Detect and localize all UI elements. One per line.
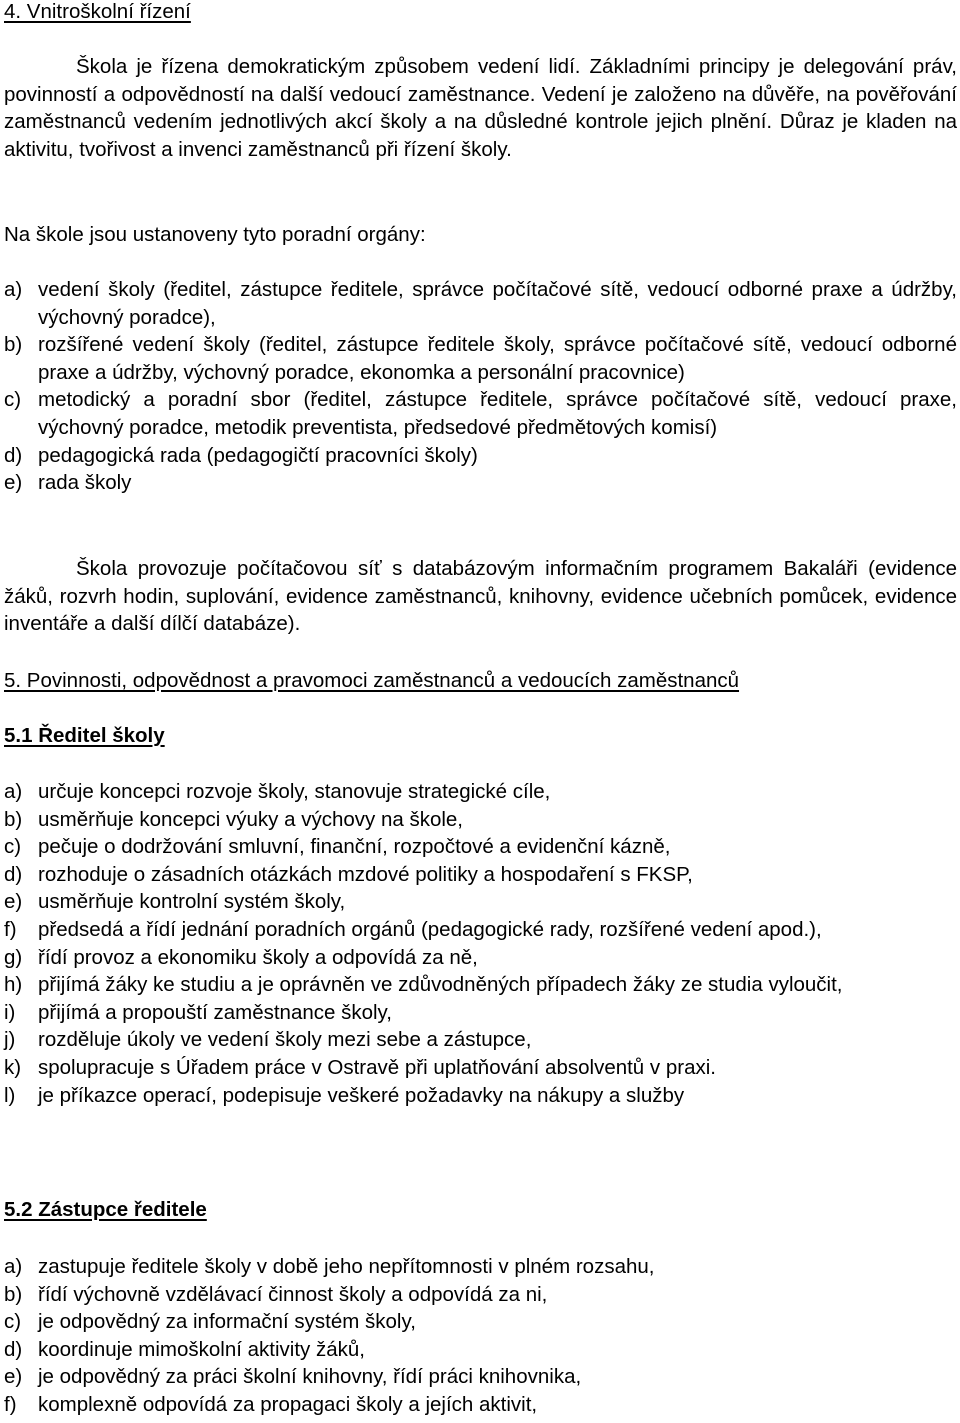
director-duties-list (4, 778, 957, 1109)
organs-intro: Na škole jsou ustanoveny tyto poradní orgány: (4, 223, 426, 246)
list-item-text: přijímá a propouští zaměstnance školy, (38, 1000, 392, 1024)
list-item (4, 833, 957, 861)
list-item (4, 1363, 957, 1391)
list-item-text: je příkazce operací, podepisuje veškeré požadavky na nákupy a služby (38, 1083, 685, 1107)
section-5-heading: 5. Povinnosti, odpovědnost a pravomoci zaměstnanců a vedoucích zaměstnanců (4, 669, 740, 692)
list-item-text: rozděluje úkoly ve vedení školy mezi sebe a zástupce, (38, 1028, 532, 1052)
list-item-text: řídí výchovně vzdělávací činnost školy a odpovídá za ni, (38, 1282, 548, 1306)
list-item (4, 1026, 957, 1054)
list-marker: d) (4, 1337, 23, 1361)
list-marker: a) (4, 278, 23, 301)
list-marker: h) (4, 973, 23, 997)
list-item-text: pedagogická rada (pedagogičtí pracovníci školy) (38, 443, 478, 467)
list-marker: b) (4, 333, 23, 357)
list-marker: e) (4, 1365, 23, 1389)
list-item-text: je odpovědný za práci školní knihovny, řídí práci knihovnika, (38, 1365, 582, 1389)
list-item-text: usměrňuje koncepci výuky a výchovy na škole, (38, 807, 464, 831)
list-item (4, 999, 957, 1027)
list-item-text: usměrňuje kontrolní systém školy, (38, 890, 346, 914)
list-item (4, 971, 957, 999)
list-marker: c) (4, 1310, 22, 1334)
list-marker: d) (4, 443, 23, 467)
list-marker: b) (4, 807, 23, 831)
list-marker: d) (4, 862, 23, 886)
list-item (4, 1308, 957, 1336)
list-item (4, 1336, 957, 1364)
list-marker: a) (4, 1255, 23, 1278)
list-item (4, 276, 957, 331)
list-marker: c) (4, 835, 22, 859)
section-5-1-heading: 5.1 Ředitel školy (4, 724, 165, 747)
list-item-text: rozhoduje o zásadních otázkách mzdové politiky a hospodaření s FKSP, (38, 862, 693, 886)
list-item-text: rozšířené vedení školy (ředitel, zástupce ředitele školy, správce počítačové sítě, vedoucí odborné praxe a údržby, výchovný poradce, ekonomka a personální pracovnice) (38, 333, 957, 384)
section-4-paragraph-2-text: Škola provozuje počítačovou síť s databázovým informačním programem Bakaláři (evidence žáků, rozvrh hodin, suplování, evidence zaměstnanců, knihovny, evidence učebních pomůcek, evidence inventáře a další dílčí databáze). (4, 557, 957, 636)
list-item-text: přijímá žáky ke studiu a je oprávněn ve zdůvodněných případech žáky ze studia vyloučit, (38, 973, 843, 997)
list-marker: g) (4, 945, 23, 969)
list-marker: j) (4, 1028, 16, 1052)
list-marker: f) (4, 917, 17, 941)
list-item-text: předsedá a řídí jednání poradních orgánů (pedagogické rady, rozšířené vedení apod.), (38, 917, 822, 941)
list-item-text: komplexně odpovídá za propagaci školy a jejích aktivit, (38, 1392, 538, 1416)
list-marker: e) (4, 471, 23, 495)
list-item (4, 916, 957, 944)
list-marker: l) (4, 1083, 16, 1107)
deputy-duties-list (4, 1253, 957, 1419)
list-item-text: určuje koncepci rozvoje školy, stanovuje strategické cíle, (38, 780, 551, 803)
list-marker: i) (4, 1000, 16, 1024)
section-5-2-heading: 5.2 Zástupce ředitele (4, 1198, 207, 1221)
list-item-text: koordinuje mimoškolní aktivity žáků, (38, 1337, 365, 1361)
list-item (4, 888, 957, 916)
section-4-heading: 4. Vnitroškolní řízení (4, 0, 191, 23)
list-item (4, 806, 957, 834)
list-item-text: zastupuje ředitele školy v době jeho nepřítomnosti v plném rozsahu, (38, 1255, 655, 1278)
section-4-paragraph-2 (4, 555, 957, 638)
section-4-paragraph-1 (4, 53, 957, 163)
list-item-text: rada školy (38, 471, 132, 495)
list-item (4, 1054, 957, 1082)
list-marker: b) (4, 1282, 23, 1306)
list-item (4, 778, 957, 806)
list-item (4, 1253, 957, 1281)
list-item (4, 1281, 957, 1309)
list-item (4, 442, 957, 470)
list-marker: c) (4, 388, 22, 412)
list-item (4, 386, 957, 441)
list-marker: e) (4, 890, 23, 914)
list-item-text: spolupracuje s Úřadem práce v Ostravě při uplatňování absolventů v praxi. (38, 1055, 716, 1079)
list-item (4, 331, 957, 386)
list-marker: a) (4, 780, 23, 803)
list-item-text: vedení školy (ředitel, zástupce ředitele, správce počítačové sítě, vedoucí odborné praxe a údržby, výchovný poradce), (38, 278, 957, 329)
list-item-text: pečuje o dodržování smluvní, finanční, rozpočtové a evidenční kázně, (38, 835, 671, 859)
list-item-text: metodický a poradní sbor (ředitel, zástupce ředitele, správce počítačové sítě, vedoucí praxe, výchovný poradce, metodik preventista, předsedové předmětových komisí) (38, 388, 957, 439)
list-marker: f) (4, 1392, 17, 1416)
list-item (4, 469, 957, 497)
organs-list (4, 276, 957, 497)
list-item (4, 944, 957, 972)
list-item-text: je odpovědný za informační systém školy, (38, 1310, 416, 1334)
list-item (4, 1391, 957, 1419)
list-item-text: řídí provoz a ekonomiku školy a odpovídá za ně, (38, 945, 478, 969)
list-marker: k) (4, 1055, 22, 1079)
section-4-paragraph-1-text: Škola je řízena demokratickým způsobem vedení lidí. Základními principy je delegování práv, povinností a odpovědností na další vedoucí zaměstnance. Vedení je založeno na důvěře, na pověřování zaměstnanců vedením jednotlivých akcí školy a na důsledné kontrole jejich plnění. Důraz je kladen na aktivitu, tvořivost a invenci zaměstnanců při řízení školy. (4, 55, 957, 161)
list-item (4, 861, 957, 889)
list-item (4, 1082, 957, 1110)
